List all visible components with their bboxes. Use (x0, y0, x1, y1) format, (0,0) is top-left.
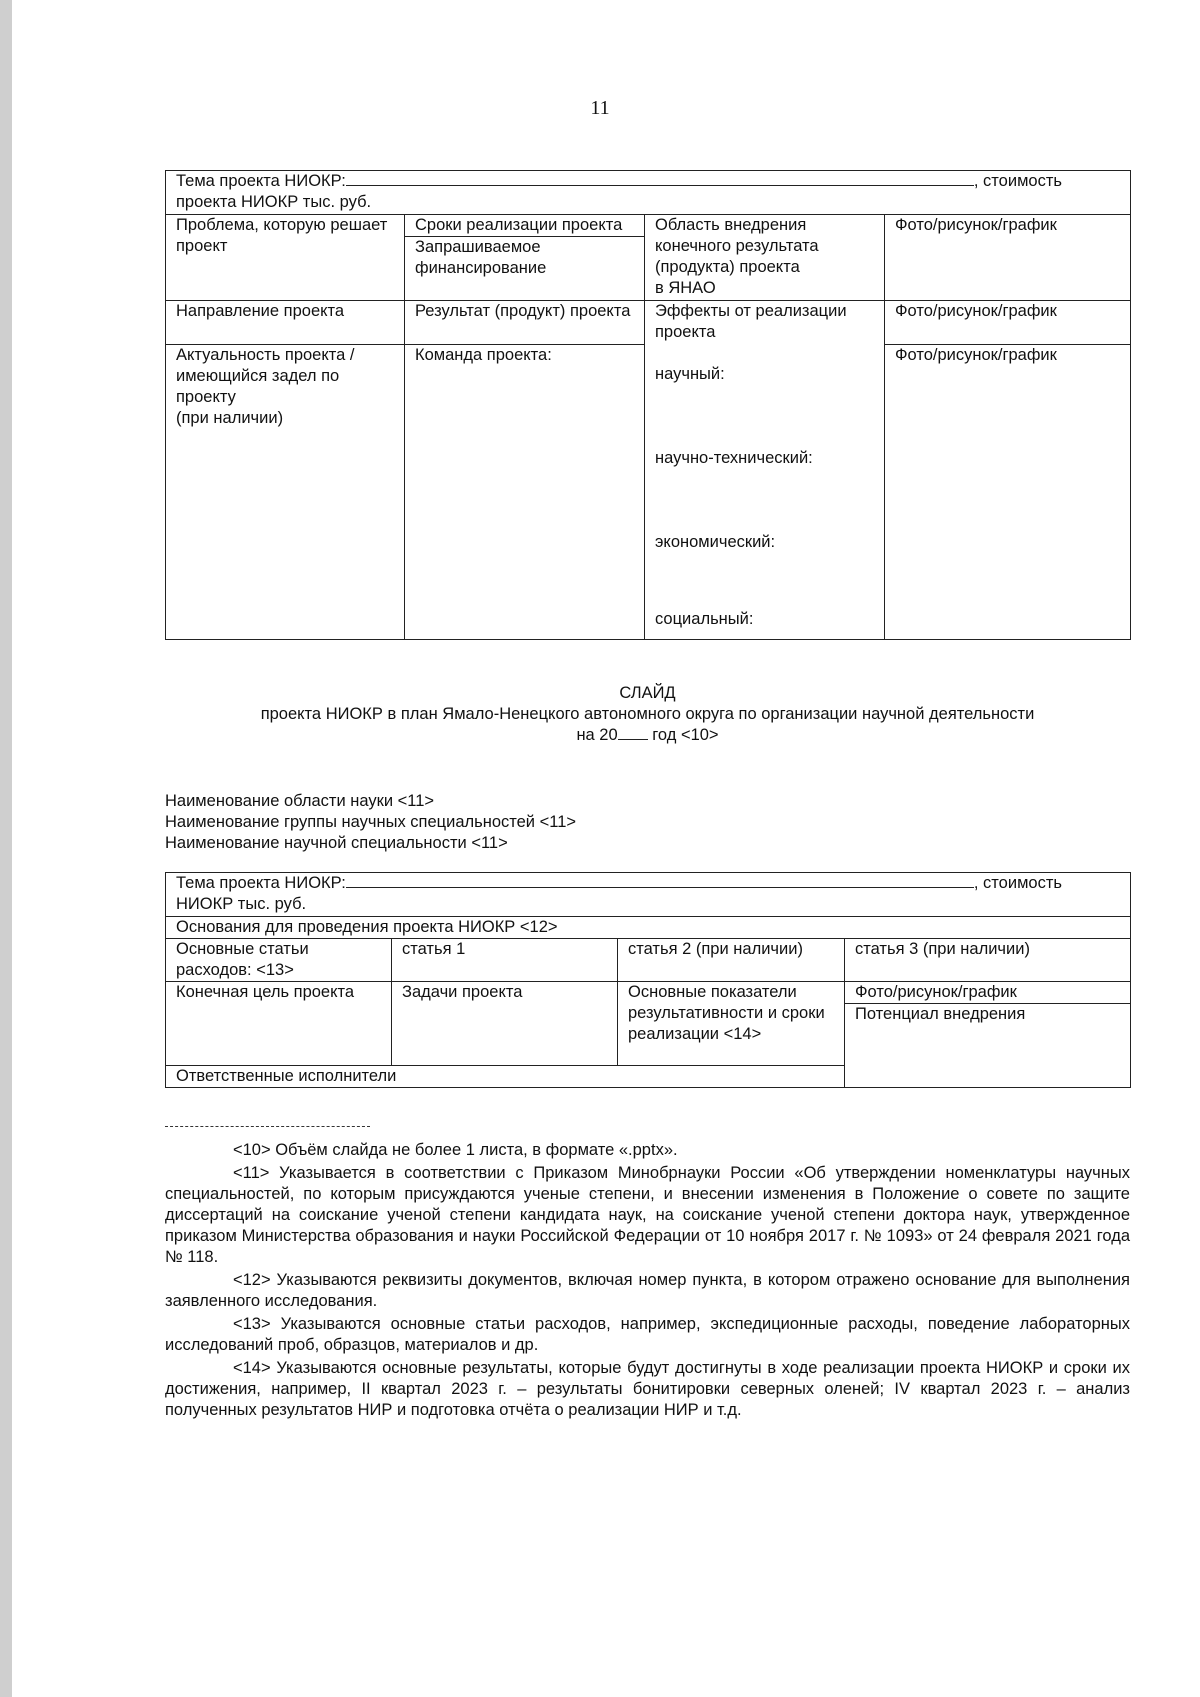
footnote-12: <12> Указываются реквизиты документов, включая номер пункта, в котором отражено основание для выполнения заявленного исследования. (165, 1271, 1130, 1310)
slide-subtitle: проекта НИОКР в план Ямало-Ненецкого автономного округа по организации научной деятельности (260, 705, 1035, 723)
footnote-11: <11> Указывается в соответствии с Приказом Минобрнауки России «Об утверждении номенклатуры научных специальностей, по которым присуждаются ученые степени, и внесении изменения в Положение о совете по защите диссертаций на соискание ученой степени кандидата наук, на соискание ученой степени доктора наук, утвержденное приказом Министерства образования и науки Российской Федерации от 10 ноября 2017 г. № 1093» от 24 февраля 2021 года № 118. (165, 1164, 1130, 1266)
result-cell: Результат (продукт) проекта (405, 301, 645, 345)
table-row (166, 171, 1131, 215)
funding-label: Запрашиваемое финансирование (415, 238, 547, 277)
effect-scitech: научно-технический: (655, 449, 813, 467)
relevance-note: (при наличии) (176, 409, 284, 427)
table-row (166, 917, 1131, 939)
implementation-area-cell (645, 215, 885, 301)
topic-line2: проекта НИОКР тыс. руб. (176, 193, 372, 211)
footnote-10: <10> Объём слайда не более 1 листа, в формате «.pptx». (233, 1141, 678, 1159)
effects-cell (645, 301, 885, 640)
topic-blank-2 (346, 873, 974, 888)
footnotes (165, 1140, 1130, 1423)
relevance-text: Актуальность проекта / имеющийся задел по проекту (176, 346, 355, 406)
timeline-funding-cell (405, 215, 645, 301)
year-blank (618, 725, 648, 740)
direction-cell: Направление проекта (166, 301, 405, 345)
expenses-cell: Основные статьи расходов: <13> (166, 939, 392, 982)
table-row (166, 873, 1131, 917)
cost-label: , стоимость (973, 172, 1062, 190)
footnote-14: <14> Указываются основные результаты, которые будут достигнуты в ходе реализации проекта НИОКР и сроки их достижения, например, II квартал 2023 г. – результаты бонитировки северных оленей; IV квартал 2023 г. – анализ полученных результатов НИР и подготовка отчёта о реализации НИР и т.д. (165, 1359, 1130, 1419)
tasks-cell: Задачи проекта (392, 982, 618, 1066)
photo-cell-3: Фото/рисунок/график (885, 345, 1131, 640)
scan-edge (0, 0, 12, 1697)
expense-item-3: статья 3 (при наличии) (845, 939, 1131, 982)
goal-cell: Конечная цель проекта (166, 982, 392, 1066)
photo-label-2: Фото/рисунок/график (845, 982, 1130, 1004)
science-specialty: Наименование научной специальности <11> (165, 834, 508, 852)
team-cell: Команда проекта: (405, 345, 645, 640)
year-suffix: год <10> (647, 726, 719, 744)
indicators-cell: Основные показатели результативности и сроки реализации <14> (618, 982, 845, 1066)
effect-social: социальный: (655, 610, 754, 628)
timeline-label: Сроки реализации проекта (405, 215, 644, 237)
science-area: Наименование области науки <11> (165, 792, 435, 810)
topic-line2-2: НИОКР тыс. руб. (176, 895, 307, 913)
relevance-cell (166, 345, 405, 640)
slide-year-line (165, 725, 1130, 746)
science-names (165, 791, 576, 854)
topic-label: Тема проекта НИОКР: (176, 172, 346, 190)
slide-title: СЛАЙД (619, 684, 676, 702)
table-row (166, 301, 1131, 345)
area-text: Область внедрения конечного результата (продукта) проекта (655, 216, 819, 276)
area-region: в ЯНАО (655, 279, 716, 297)
project-slide-table-1 (165, 170, 1131, 640)
topic-cell-2 (166, 873, 1131, 917)
photo-potential-cell (845, 982, 1131, 1088)
page-number: 11 (590, 97, 610, 119)
expense-item-1: статья 1 (392, 939, 618, 982)
effect-scientific: научный: (655, 365, 725, 383)
footnote-separator (165, 1126, 370, 1127)
table-row (166, 215, 1131, 301)
expense-item-2: статья 2 (при наличии) (618, 939, 845, 982)
grounds-cell: Основания для проведения проекта НИОКР <12> (166, 917, 1131, 939)
executors-cell: Ответственные исполнители (166, 1066, 845, 1088)
science-group: Наименование группы научных специальностей <11> (165, 813, 577, 831)
photo-cell-2: Фото/рисунок/график (885, 301, 1131, 345)
effects-title: Эффекты от реализации проекта (655, 302, 847, 341)
footnote-13: <13> Указываются основные статьи расходов, например, экспедиционные расходы, поведение лабораторных исследований проб, образцов, материалов и др. (165, 1315, 1130, 1354)
cost-label-2: , стоимость (973, 874, 1062, 892)
table-row (166, 982, 1131, 1066)
problem-cell: Проблема, которую решает проект (166, 215, 405, 301)
table-row (166, 939, 1131, 982)
effect-economic: экономический: (655, 533, 776, 551)
potential-label: Потенциал внедрения (855, 1005, 1026, 1023)
topic-blank (346, 171, 974, 186)
topic-cell (166, 171, 1131, 215)
topic-label-2: Тема проекта НИОКР: (176, 874, 346, 892)
slide-heading (165, 683, 1130, 746)
year-prefix: на 20 (576, 726, 618, 744)
photo-cell-1: Фото/рисунок/график (885, 215, 1131, 301)
project-slide-table-2 (165, 872, 1131, 1088)
